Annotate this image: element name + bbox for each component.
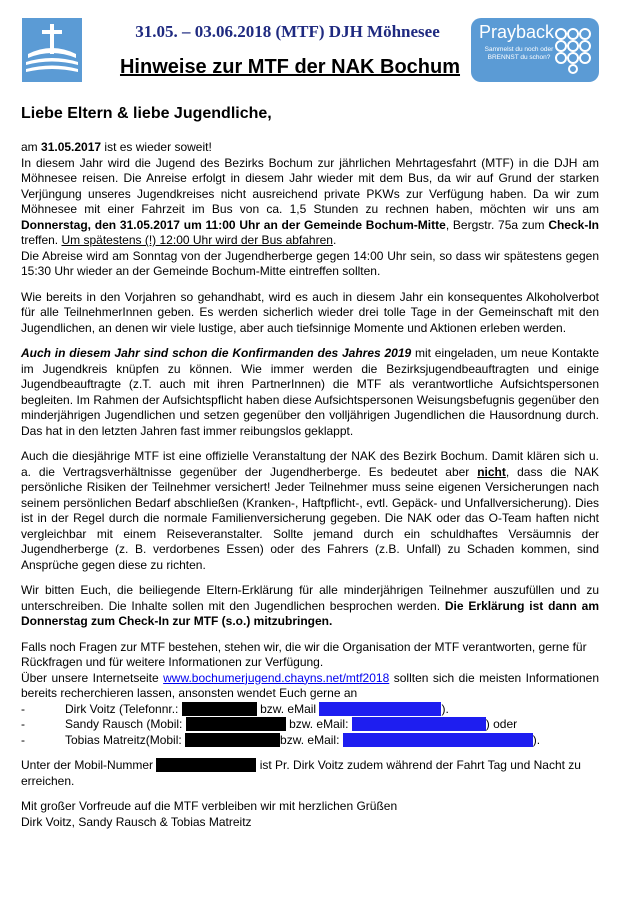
prayback-logo-icon xyxy=(471,18,599,82)
email-label: bzw. eMail: xyxy=(289,717,349,731)
redacted-mobile xyxy=(156,758,256,772)
nak-church-logo-icon xyxy=(22,18,82,82)
website-link[interactable]: www.bochumerjugend.chayns.net/mtf2018 xyxy=(163,670,390,685)
text: . xyxy=(332,233,337,247)
text: Auch die diesjährige MTF ist eine offizielle Veranstaltung der NAK des Bezirk Bochum. Damit klären sich u. a. die Vertragsverhältnisse gegenüber der Jugendherberge. Es bedeutet aber xyxy=(21,449,599,479)
text: ist es wieder soweit! xyxy=(101,140,212,154)
paragraph-closing: Mit großer Vorfreude auf die MTF verbleiben wir mit herzlichen Grüßen xyxy=(21,799,398,813)
meeting-info: Donnerstag, den 31.05.2017 um 11:00 Uhr an der Gemeinde Bochum-Mitte xyxy=(21,217,446,232)
paragraph-website xyxy=(21,671,599,702)
text: Über unsere Internetseite xyxy=(21,670,164,685)
text: Wir bitten Euch, die beiliegende Eltern-Erklärung für alle minderjährigen Teilnehmer auszufüllen und zu unterschreiben. Die Inhalte sollen mit den Jugendlichen besprochen werden. xyxy=(21,583,599,613)
text: mit eingeladen, um neue Kontakte im Jugendkreis knüpfen zu können. Wie immer werden die Bezirksjugendbeauftragten und einige Jugendbeauftragte (z.T. auch mit ihren PartnerInnen) die MTF als verantwortliche Aufsichtspersonen begleiten. Im Rahmen der Aufsichtspflicht haben diese Aufsichtspersonen Weisungsbefugnis gegenüber den minderjährigen Jugendlichen und setzen gegenüber den volljährigen Jugendlichen die Hausordnung durch. Das hat in den letzten Jahren fast immer reibungslos geklappt. xyxy=(21,346,599,438)
text: ist Pr. Dirk Voitz zudem während der Fahrt Tag und Nacht zu erreichen. xyxy=(21,758,581,788)
text: treffen. xyxy=(21,233,62,247)
redacted-phone xyxy=(185,733,280,747)
paragraph-alcohol: Wie bereits in den Vorjahren so gehandhabt, wird es auch in diesem Jahr ein konsequentes Alkoholverbot für alle TeilnehmerInnen geben. Es werden sicherlich wieder drei tolle Tage in der Gemeinschaft mit den Jugendlichen, an denen wir viele lustige, aber auch tiefsinnige Momente und Aktionen erleben werden. xyxy=(21,289,599,335)
paragraph-intro xyxy=(21,140,599,156)
page-title: Hinweise zur MTF der NAK Bochum xyxy=(119,56,461,78)
contact-name: Dirk Voitz (Telefonnr.: xyxy=(65,701,179,716)
text: In diesem Jahr wird die Jugend des Bezirks Bochum zur jährlichen Mehrtagesfahrt (MTF) in die DJH am Möhnesee reisen. Die Anreise erfolgt in diesem Jahr wieder mit dem Bus, da wir auf Grund der starken Verjüngung unseres Jugendkreises nicht ausreichend private PKWs zur Verfügung haben. xyxy=(21,155,599,201)
list-dash: - xyxy=(21,701,25,716)
redacted-email xyxy=(343,733,533,747)
list-dash: - xyxy=(21,717,25,731)
letter-body xyxy=(21,140,599,830)
text: Da wir zum Möhnesee mit einer Fahrzeit im Bus von ca. 1,5 Stunden zu rechnen haben, möchten wir uns am xyxy=(21,186,599,216)
email-label: bzw. eMail xyxy=(260,701,317,716)
checkin-label: Check-In xyxy=(548,217,599,232)
paragraph-confirmands xyxy=(21,346,599,439)
departure-note: Um spätestens (!) 12:00 Uhr wird der Bus abfahren xyxy=(61,233,333,247)
text: ) oder xyxy=(485,717,518,731)
paragraph-return: Die Abreise wird am Sonntag von der Jugendherberge gegen 14:00 Uhr sein, so dass wir spätestens gegen 15:30 Uhr wieder an der Gemeinde Bochum-Mitte eintreffen sollten. xyxy=(21,248,599,278)
contact-item xyxy=(21,702,599,718)
contact-item xyxy=(21,717,599,733)
contact-item xyxy=(21,733,599,749)
prayback-logo-subtitle: Sammelst du noch oder BRENNST du schon? xyxy=(484,46,554,61)
dots-icon xyxy=(553,26,593,74)
contact-name: Sandy Rausch (Mobil: xyxy=(65,717,183,731)
list-dash: - xyxy=(21,732,25,747)
text: sollten sich die meisten Informationen bereits recherchieren lassen, ansonsten wendet Euch gerne an xyxy=(21,670,599,700)
confirmands-emphasis: Auch in diesem Jahr sind schon die Konfirmanden des Jahres 2019 xyxy=(21,346,412,360)
text: am xyxy=(21,140,42,154)
redacted-email xyxy=(352,717,486,731)
paragraph-insurance xyxy=(21,449,599,573)
redacted-phone xyxy=(182,702,257,716)
redacted-phone xyxy=(186,717,286,731)
declaration-note: Die Erklärung ist dann am Donnerstag zum Check-In zur MTF (s.o.) mitzubringen. xyxy=(21,598,599,628)
text: Unter der Mobil-Nummer xyxy=(21,758,157,772)
paragraph-questions: Falls noch Fragen zur MTF bestehen, stehen wir, die wir die Organisation der MTF verantworten, gerne für Rückfragen und für weitere Informationen zur Verfügung. xyxy=(21,639,587,669)
trip-date: 31.05.2017 xyxy=(41,140,102,154)
paragraph-trip-info xyxy=(21,156,599,249)
contact-name: Tobias Matreitz(Mobil: xyxy=(65,732,182,747)
redacted-email xyxy=(319,702,441,716)
paragraph-mobile xyxy=(21,758,599,789)
signature: Dirk Voitz, Sandy Rausch & Tobias Matreitz xyxy=(21,814,252,829)
text: ). xyxy=(532,732,541,747)
salutation: Liebe Eltern & liebe Jugendliche, xyxy=(21,105,272,122)
event-dates: 31.05. – 03.06.2018 (MTF) DJH Möhnesee xyxy=(135,22,440,41)
prayback-logo-title: Prayback xyxy=(479,22,555,42)
text: , Bergstr. 75a zum xyxy=(445,217,549,232)
email-label: bzw. eMail: xyxy=(280,732,340,747)
text: ). xyxy=(441,701,449,716)
text: , dass die NAK persönliche Risiken der Teilnehmer versichert! Jeder Teilnehmer muss seine eigenen Versicherungen nach seinem persönlichen Bedarf abschließen (Kranken-, Haftpflicht-, evtl. Gepäck- und Unfallversicherung). Dies ist in der Regel durch die normale Familienversicherung gegeben. Die NAK oder das O-Team haften nicht vergleichbar mit einem Reiseveranstalter. Sollte jemand durch ein schuldhaftes Versäumnis der Jugendherberge (z. B. verdorbenes Essen) oder des Fahrers (z.B. Unfall) zu Schaden kommen, sind Ansprüche gegen diese zu richten. xyxy=(21,464,599,572)
nicht-emphasis: nicht xyxy=(477,464,506,479)
paragraph-declaration xyxy=(21,583,599,630)
